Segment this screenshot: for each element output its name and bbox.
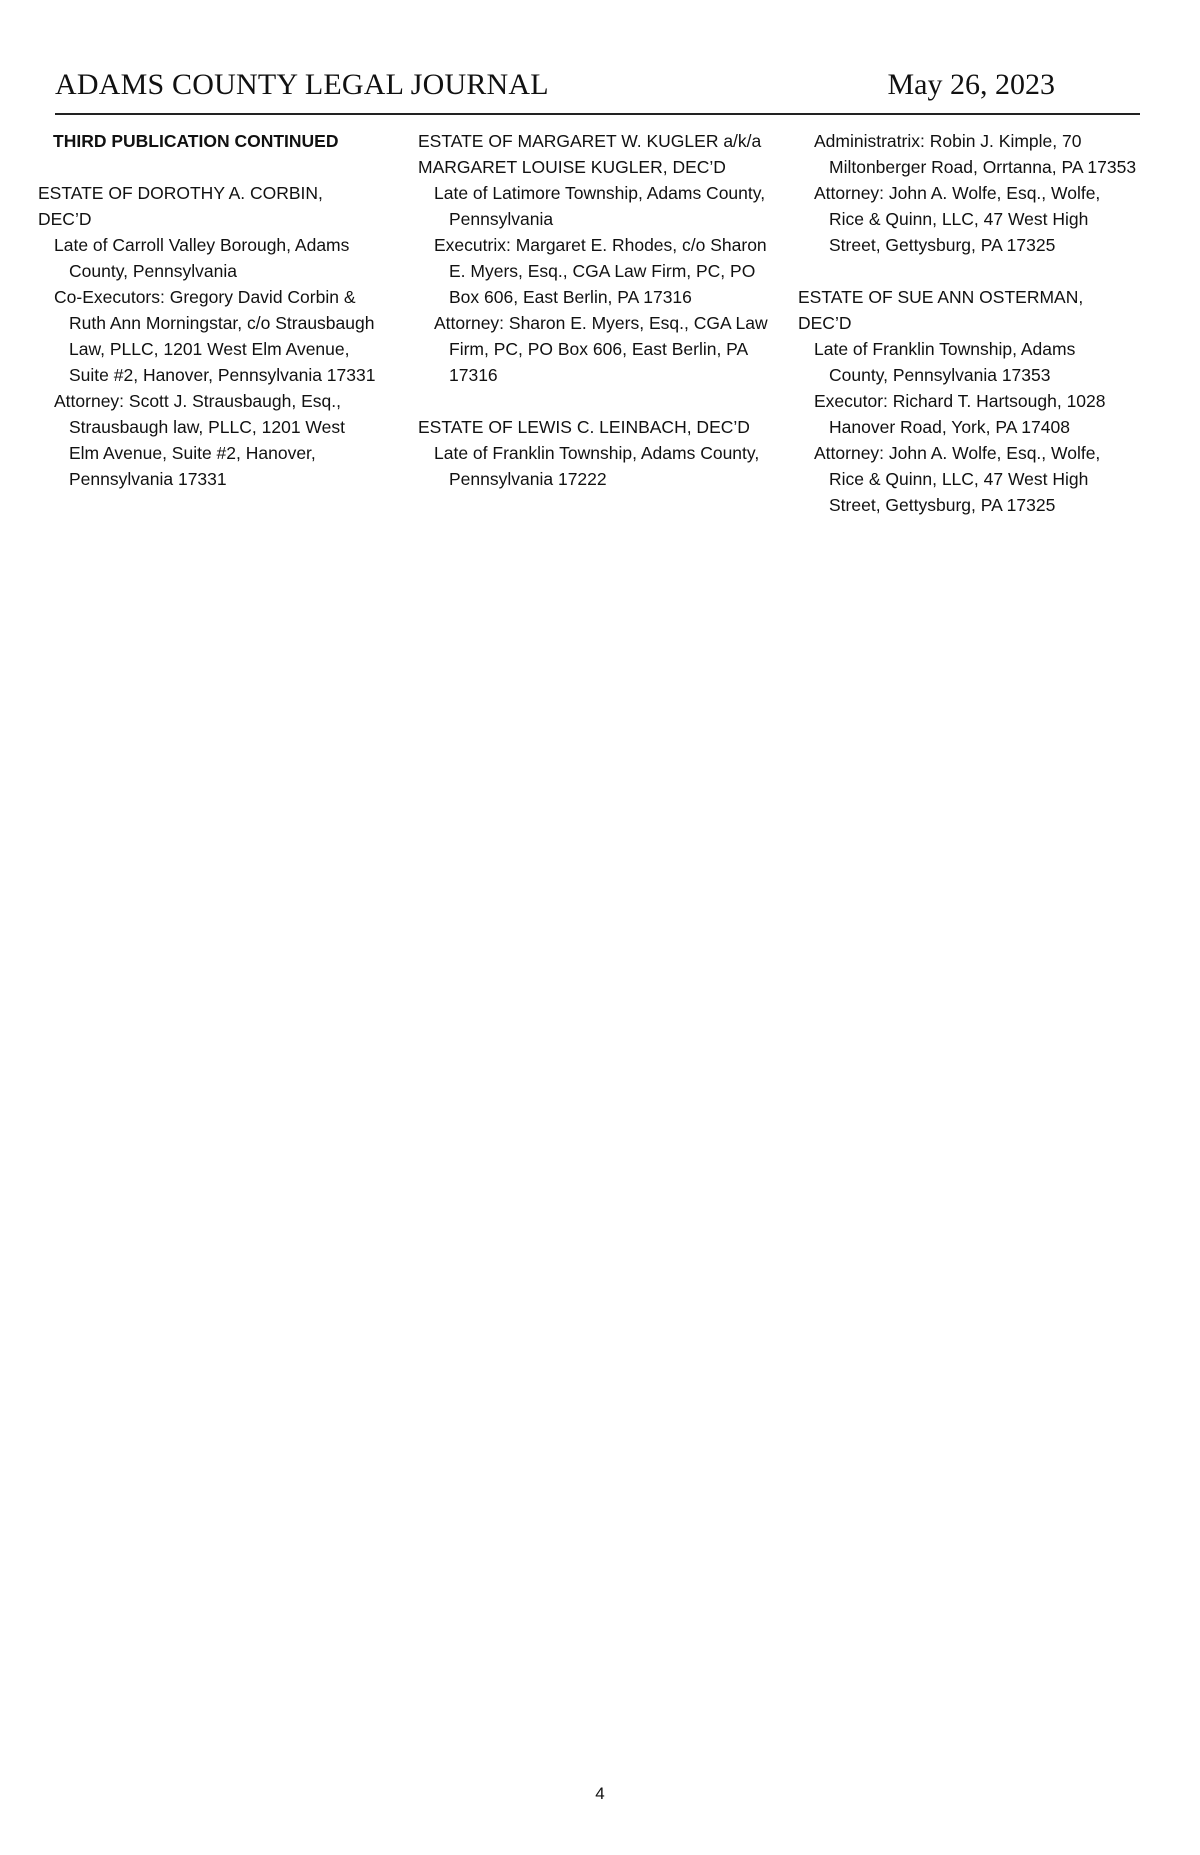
estate-title: ESTATE OF LEWIS C. LEINBACH, DEC’D — [418, 417, 750, 437]
estate-residence: Late of Franklin Township, Adams County, Pennsylvania 17222 — [434, 443, 760, 489]
estate-executors: Co-Executors: Gregory David Corbin & Ruth Ann Morningstar, c/o Strausbaugh Law, PLLC, 1201 West Elm Avenue, Suite #2, Hanover, Pennsylvania 17331 — [54, 287, 376, 385]
estate-administratrix: Administratrix: Robin J. Kimple, 70 Miltonberger Road, Orrtanna, PA 17353 — [814, 131, 1137, 177]
estate-residence: Late of Franklin Township, Adams County, Pennsylvania 17353 — [814, 339, 1076, 385]
estate-executor: Executor: Richard T. Hartsough, 1028 Hanover Road, York, PA 17408 — [814, 391, 1106, 437]
estate-title: ESTATE OF DOROTHY A. CORBIN, DEC’D — [38, 183, 323, 229]
column-1 — [38, 128, 378, 518]
issue-date: May 26, 2023 — [887, 68, 1055, 101]
estate-notice-leinbach-continued — [798, 128, 1138, 258]
page-header — [55, 64, 1140, 114]
estate-attorney: Attorney: Scott J. Strausbaugh, Esq., Strausbaugh law, PLLC, 1201 West Elm Avenue, Suite #2, Hanover, Pennsylvania 17331 — [54, 391, 345, 489]
estate-attorney: Attorney: Sharon E. Myers, Esq., CGA Law Firm, PC, PO Box 606, East Berlin, PA 17316 — [434, 313, 768, 385]
page-number: 4 — [595, 1784, 605, 1803]
estate-title: ESTATE OF SUE ANN OSTERMAN, DEC’D — [798, 287, 1084, 333]
estate-title: ESTATE OF MARGARET W. KUGLER a/k/a MARGARET LOUISE KUGLER, DEC’D — [418, 131, 762, 177]
estate-notice-kugler — [418, 128, 788, 388]
estate-residence: Late of Carroll Valley Borough, Adams County, Pennsylvania — [54, 235, 350, 281]
header-rule — [55, 113, 1140, 115]
journal-title: ADAMS COUNTY LEGAL JOURNAL — [55, 68, 549, 101]
column-2 — [418, 128, 788, 518]
section-heading: THIRD PUBLICATION CONTINUED — [53, 131, 339, 151]
column-3 — [798, 128, 1138, 544]
estate-notice-osterman — [798, 284, 1138, 518]
estate-attorney: Attorney: John A. Wolfe, Esq., Wolfe, Rice & Quinn, LLC, 47 West High Street, Gettysburg, PA 17325 — [814, 183, 1101, 255]
estate-attorney: Attorney: John A. Wolfe, Esq., Wolfe, Rice & Quinn, LLC, 47 West High Street, Gettysburg, PA 17325 — [814, 443, 1101, 515]
estate-executrix: Executrix: Margaret E. Rhodes, c/o Sharon E. Myers, Esq., CGA Law Firm, PC, PO Box 606, East Berlin, PA 17316 — [434, 235, 767, 307]
estate-notice-corbin — [38, 180, 378, 492]
estate-notice-leinbach — [418, 414, 788, 492]
estate-residence: Late of Latimore Township, Adams County, Pennsylvania — [434, 183, 766, 229]
